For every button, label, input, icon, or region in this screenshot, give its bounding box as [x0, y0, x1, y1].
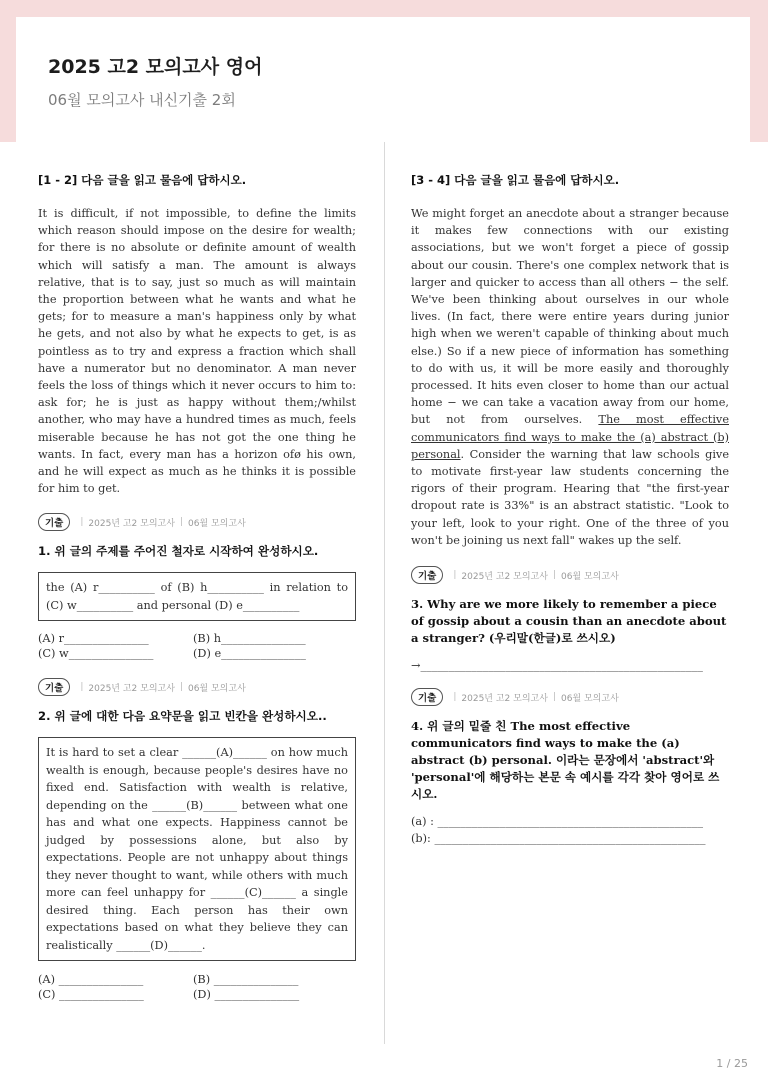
q2-answer-d[interactable]: (D) _______________ — [193, 988, 300, 1002]
page-subtitle: 06월 모의고사 내신기출 2회 — [48, 91, 236, 109]
q2-box: It is hard to set a clear ______(A)______ on how much wealth is enough, because people's desires have no fixed end. Satisfaction with wealth is relative, depending on the ______(B)______ between what one has and what one expects. Happiness cannot be judged by possessions alone, but also by expectations. People are not unhappy about things they never thought to want, while others with much more can feel unhappy for ______(C)______ a single desired thing. Each person has their own expectations based on what they believe they can realistically ______(D)______. — [38, 737, 356, 961]
q4-exam-month: 06월 모의고사 — [560, 693, 619, 704]
source-tag: 기출 — [38, 513, 70, 531]
q2-answers — [38, 973, 356, 1001]
passage-2 — [411, 205, 729, 549]
passage-2-post: . Consider the warning that law schools give to motivate first-year law students concerning the rigors of their program. Hearing that "the first-year dropout rate is 33%" is an abstract statistic. "Look to your left, look to your right. One of the three of you won't be joining us next fall" wakes up the self. — [411, 447, 729, 547]
section-heading-3-4: [3 - 4] 다음 글을 읽고 물음에 답하시오. — [411, 173, 620, 187]
right-column — [411, 172, 729, 845]
passage-2-underlined: The most effective communicators find ways to make the (a) abstract (b) personal — [411, 413, 729, 461]
q2-meta: 기출 | 2025년 고2 모의고사 | 06월 모의고사 — [38, 678, 356, 696]
q1-exam-year: 2025년 고2 모의고사 — [88, 518, 175, 529]
q4-answer-b[interactable]: (b): ________________________________________________ — [411, 832, 706, 846]
question-2: 2. 위 글에 대한 다음 요약문을 읽고 빈칸을 완성하시오.. — [38, 709, 327, 724]
page-number: 1 / 25 — [716, 1057, 748, 1070]
q3-answer-line[interactable]: →__________________________________________________ — [411, 659, 703, 673]
q3-exam-month: 06월 모의고사 — [560, 571, 619, 582]
source-tag: 기출 — [38, 678, 70, 696]
q1-exam-month: 06월 모의고사 — [187, 518, 246, 529]
q2-exam-month: 06월 모의고사 — [187, 683, 246, 694]
q1-answer-b[interactable]: (B) h_______________ — [193, 632, 306, 646]
page-title: 2025 고2 모의고사 영어 — [48, 56, 263, 78]
q1-answer-d[interactable]: (D) e_______________ — [193, 647, 306, 661]
left-column — [38, 172, 356, 1001]
source-tag: 기출 — [411, 688, 443, 706]
q2-answer-a[interactable]: (A) _______________ — [38, 973, 144, 987]
question-1: 1. 위 글의 주제를 주어진 철자로 시작하여 완성하시오. — [38, 544, 319, 559]
passage-2-pre: We might forget an anecdote about a stranger because it makes few connections with our existing associations, but we won't forget a piece of gossip about our cousin. There's one complex network that is larger and quicker to access than all others − the self. We've been thinking about ourselves in our whole lives. (In fact, there were entire years during junior high when we weren't capable of thinking about much else.) So if a new piece of information has something to do with us, it will be more easily and thoroughly processed. It hits even closer to home than our actual home − we can take a vacation away from our home, but not from ourselves. — [411, 207, 729, 427]
header-card — [16, 17, 750, 142]
q1-answer-c[interactable]: (C) w_______________ — [38, 647, 154, 661]
column-divider — [384, 142, 385, 1044]
q4-exam-year: 2025년 고2 모의고사 — [461, 693, 548, 704]
question-3: 3. Why are we more likely to remember a piece of gossip about a cousin than an anecdote about a stranger? (우리말(한글)로 쓰시오) — [411, 597, 727, 646]
section-heading-1-2: [1 - 2] 다음 글을 읽고 물음에 답하시오. — [38, 173, 247, 187]
source-tag: 기출 — [411, 566, 443, 584]
q4-answer-a[interactable]: (a) : _______________________________________________ — [411, 815, 704, 829]
passage-1: It is difficult, if not impossible, to define the limits which reason should impose on the desire for wealth; for there is no absolute or definite amount of wealth which will satisfy a man. The amount is always relative, that is to say, just so much as will maintain the proportion between what he wants and what he gets; for to measure a man's happiness only by what he gets, and not also by what he expects to get, is as pointless as to try and express a fraction which shall have a numerator but no denominator. A man never feels the loss of things which it never occurs to him to: ask for; he is just as happy without them;/whilst another, who may have a hundred times as much, feels miserable because he has not got the one thing he wants. In fact, every man has a horizon ofø his own, and he will expect as much as he thinks it is possible for him to get. — [38, 207, 356, 496]
q2-answer-c[interactable]: (C) _______________ — [38, 988, 144, 1002]
q1-meta: 기출 | 2025년 고2 모의고사 | 06월 모의고사 — [38, 513, 356, 531]
q1-answer-a[interactable]: (A) r_______________ — [38, 632, 149, 646]
q1-answers — [38, 632, 356, 660]
q3-exam-year: 2025년 고2 모의고사 — [461, 571, 548, 582]
q2-answer-b[interactable]: (B) _______________ — [193, 973, 299, 987]
q1-box: the (A) r__________ of (B) h__________ in relation to (C) w__________ and personal (D) e__________ — [38, 572, 356, 621]
question-4: 4. 위 글의 밑줄 친 The most effective communicators find ways to make the (a) abstract (b) personal. 이라는 문장에서 'abstract'와 'personal'에 해당하는 본문 속 예시를 각각 찾아 영어로 쓰시오. — [411, 719, 720, 802]
q2-exam-year: 2025년 고2 모의고사 — [88, 683, 175, 694]
q3-meta: 기출 | 2025년 고2 모의고사 | 06월 모의고사 — [411, 566, 729, 584]
q4-meta: 기출 | 2025년 고2 모의고사 | 06월 모의고사 — [411, 688, 729, 706]
